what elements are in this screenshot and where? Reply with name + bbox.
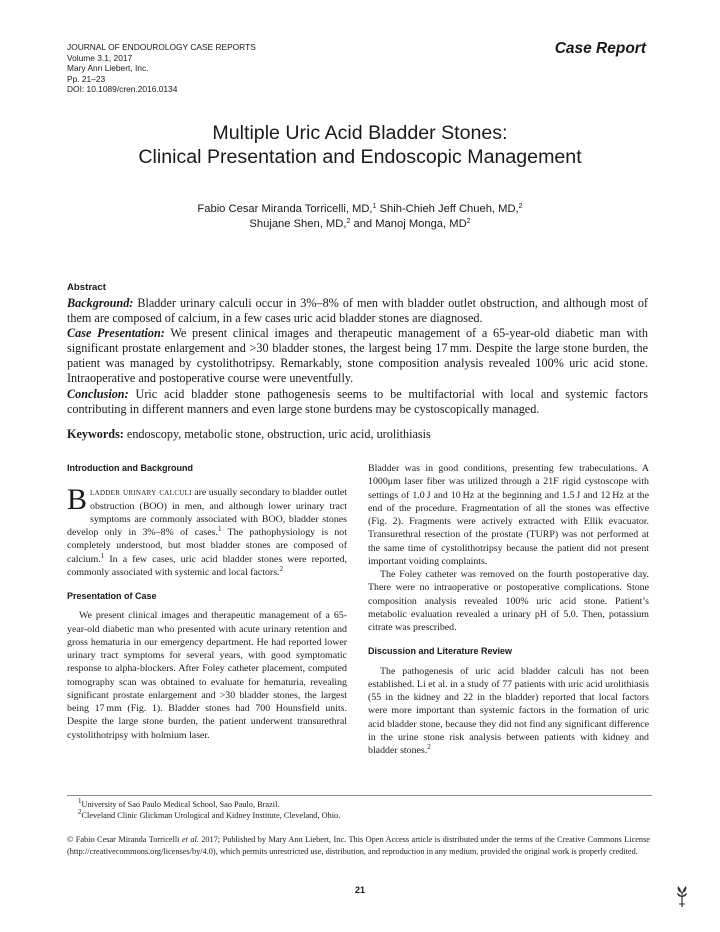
publisher-name: Mary Ann Liebert, Inc. [67,63,149,74]
affiliation-text: University of Sao Paulo Medical School, Sao Paulo, Brazil. [81,800,280,809]
background-text: Bladder urinary calculi occur in 3%–8% of men with bladder outlet obstruction, and although most of them are composed of calcium, in a few cases uric acid bladder stones are diagnosed. [67,296,648,326]
affiliation-marker: 2 [518,203,523,210]
case-text: We present clinical images and therapeutic management of a 65-year-old diabetic man with significant prostate enlargement and >30 bladder stones, the largest being 17 mm. Despite the large stone burden, the patient was managed by cystolithotripsy. Remarkably, stone composition analysis revealed 100% uric acid stone. Intraoperative and postoperative course were uneventfully. [67,326,649,386]
background-label: Background: [67,296,134,310]
keywords-text: endoscopy, metabolic stone, obstruction, uric acid, urolithiasis [123,427,431,441]
intro-paragraph [67,483,347,579]
title-line-2: Clinical Presentation and Endoscopic Management [138,146,582,168]
abstract-background [67,296,648,326]
keywords-label: Keywords: [67,427,124,441]
article-type-label: Case Report [554,40,646,57]
author-name: and Manoj Monga, MD [350,218,467,230]
discussion-text: The pathogenesis of uric acid bladder calculi has not been established. Li et al. in a study of 77 patients with uric acid urolithiasis (55 in the kidney and 22 in the bladder) reported that local factors were more important than systemic factors in the formation of uric acid bladder stone, because they did not find any significant difference in the urine stone risk analysis between patients with kidney and bladder stones. [368,665,649,756]
author-name: Fabio Cesar Miranda Torricelli, MD, [197,203,373,215]
section-heading-intro: Introduction and Background [67,463,193,473]
affiliation-footnotes [78,799,648,821]
section-heading-discussion: Discussion and Literature Review [368,646,513,657]
affiliation-marker: 1 [372,203,377,210]
author-name: Shih-Chieh Jeff Chueh, MD, [376,203,519,215]
page-number: 21 [354,885,365,895]
procedure-paragraph: Bladder was in good conditions, presenting few trabeculations. A 1000μm laser fiber was utilized through a 21F rigid cystoscope with settings of 1.0 J and 10 Hz at the beginning and 1.5 J and 12 Hz at the end of the procedure. Fragmentation of all the stones was effective (Fig. 2). Fragments were actively extracted with Ellik evacuator. Transurethral resection of the prostate (TURP) was not performed at the same time of cystolithotripsy because the patient did not present important voiding complaints. [368,463,649,567]
outcome-paragraph: The Foley catheter was removed on the fourth postoperative day. There were no intraoperative or postoperative complications. Stone composition analysis revealed 100% uric acid stone. Patient’s metabolic evaluation revealed a urinary pH of 5.0. Then, potassium citrate was prescribed. [368,569,649,633]
doi-link[interactable]: DOI: 10.1089/cren.2016.0134 [67,84,178,95]
footnote-divider [67,795,652,796]
citation: 1 [217,525,222,533]
abstract-conclusion [67,387,648,417]
intro-text: are usually secondary to bladder outlet obstruction (BOO) in men, and although lower urinary tract symptoms are commonly associated with BOO, bladder stones develop only in 3%–8% of cases. [67,487,347,538]
drop-cap: B [67,483,88,517]
section-heading-presentation: Presentation of Case [67,591,157,601]
conclusion-text: Uric acid bladder stone pathogenesis seems to be multifactorial with local and systemic factors contributing in different manners and even large stone burdens may be cystoscopically managed. [67,386,648,416]
journal-volume: Volume 3.1, 2017 [67,52,133,63]
license-statement [67,834,650,858]
author-list [60,202,660,232]
page-range: Pp. 21–23 [67,73,106,84]
presentation-paragraph: We present clinical images and therapeutic management of a 65-year-old diabetic man who presented with acute urinary retention and gross hematuria in our emergency department. He had reported lower urinary tract symptoms for several years, with good symptomatic response to alpha-blockers. After Foley catheter placement, computed tomography scan was obtained to evaluate for hematuria, revealing significant prostate enlargement and >30 bladder stones, the largest being 17 mm (Fig. 1). Bladder stones had 700 Hounsfield units. Despite the large stone burden, the patient underwent transurethral cystolithotripsy with holmium laser. [67,610,347,741]
license-text: 2017; Published by Mary Ann Liebert, Inc. This Open Access article is distributed under the terms of the Creative Commons License (http://creativecommons.org/licenses/by/4.0), which permits unrestricted use, distribution, and reproduction in any medium, provided the original work is properly credited. [67,835,650,856]
author-name: Shujane Shen, MD, [249,218,347,230]
abstract-body [67,296,648,417]
left-column [67,462,347,742]
case-label: Case Presentation: [67,326,165,341]
license-prefix: © Fabio Cesar Miranda Torricelli [67,835,182,844]
affiliation-text: Cleveland Clinic Glickman Urological and Kidney Institute, Cleveland, Ohio. [81,811,341,820]
journal-name: JOURNAL OF ENDOUROLOGY CASE REPORTS [67,42,256,52]
citation: 2 [279,564,284,573]
right-column [368,462,649,757]
affiliation-marker: 2 [466,218,471,225]
title-line-1: Multiple Uric Acid Bladder Stones: [212,122,508,144]
keywords [67,427,652,442]
affiliation-number: 1 [78,797,82,805]
intro-text: In a few cases, uric acid bladder stones were reported, commonly associated with systemic and local factors. [67,553,347,578]
citation: 2 [427,743,431,751]
intro-text: The pathophysiology is not completely understood, but most bladder stones are composed of calcium. [67,527,347,565]
affiliation-marker: 2 [346,218,351,225]
intro-smallcaps: ladder urinary calculi [90,487,192,499]
affiliation-number: 2 [78,808,82,816]
discussion-paragraph [368,665,649,758]
article-title [60,121,660,169]
journal-header [67,42,367,95]
conclusion-label: Conclusion: [67,386,129,401]
publisher-logo-icon [675,884,689,908]
citation: 1 [100,551,105,560]
abstract-heading: Abstract [67,282,106,293]
abstract-case-presentation [67,326,648,386]
license-etal: et al. [181,835,199,844]
